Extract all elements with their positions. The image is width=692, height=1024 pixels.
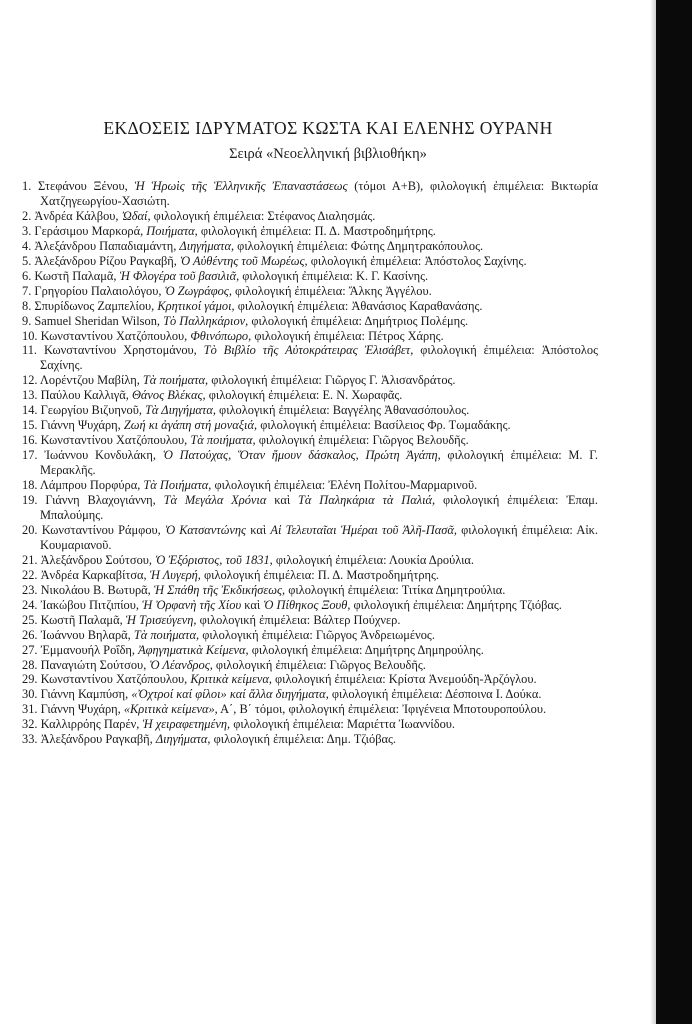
item-text: φιλολογική ἐπιμέλεια: Δημ. Τζιόβας. [210, 732, 397, 747]
list-item [22, 299, 598, 314]
item-number: 12. [22, 373, 38, 388]
item-text: Ἰωάννου Κονδυλάκη, [44, 448, 163, 463]
item-text: φιλολογική ἐπιμέλεια: Γιῶργος Ἀνδρειωμένος. [199, 627, 435, 642]
list-item [22, 583, 598, 598]
item-text: φιλολογική ἐπιμέλεια: Στέφανος Διαλησμάς. [150, 208, 376, 223]
item-text: φιλολογική ἐπιμέλεια: Λουκία Δρούλια. [272, 552, 474, 567]
work-title: Ὁ Αὐθέντης τοῦ Μωρέως, [179, 253, 308, 268]
work-title: Ἡ Φλογέρα τοῦ βασιλιᾶ, [119, 268, 240, 283]
item-text: Α΄, Β΄ τόμοι, φιλολογική ἐπιμέλεια: Ἰφιγένεια Μποτουροπούλου. [217, 702, 547, 717]
work-title: Θάνος Βλέκας, [131, 388, 206, 403]
item-text: Ἀλεξάνδρου Σούτσου, [40, 552, 156, 567]
item-text: Ἰακώβου Πιτζιπίου, [40, 597, 143, 612]
item-number: 21. [22, 552, 38, 567]
item-number: 2. [22, 208, 32, 223]
list-item [22, 523, 598, 553]
item-number: 15. [22, 418, 38, 433]
item-text: Ἀλεξάνδρου Παπαδιαμάντη, [34, 238, 180, 253]
item-text: φιλολογική ἐπιμέλεια: Ε. Ν. Χωραφᾶς. [205, 388, 403, 403]
item-number: 33. [22, 732, 38, 747]
work-title: Ποιήματα, [146, 223, 198, 238]
item-text: φιλολογική ἐπιμέλεια: Κρίστα Ἀνεμούδη-Ἀρζόγλου. [271, 672, 537, 687]
item-text: Κωστῆ Παλαμᾶ, [34, 268, 120, 283]
item-text: Samuel Sheridan Wilson, [34, 313, 164, 328]
work-title: Διηγήματα, [179, 238, 235, 253]
item-text: Κωστῆ Παλαμᾶ, [40, 612, 126, 627]
work-title: Ἡ Τρισεύγενη, [125, 612, 197, 627]
item-text: φιλολογική ἐπιμέλεια: Βασίλειος Φρ. Τωμαδάκης. [257, 418, 511, 433]
item-number: 3. [22, 223, 32, 238]
list-item [22, 613, 598, 628]
list-item [22, 478, 598, 493]
item-text: Ἀλεξάνδρου Ρίζου Ραγκαβῆ, [34, 253, 180, 268]
work-title: Αἱ Τελευταῖαι Ἡμέραι τοῦ Ἀλῆ-Πασᾶ, [270, 522, 457, 537]
page-heading: ΕΚΔΟΣΕΙΣ ΙΔΡΥΜΑΤΟΣ ΚΩΣΤΑ ΚΑΙ ΕΛΕΝΗΣ ΟΥΡΑΝΗ [103, 118, 553, 138]
item-number: 22. [22, 567, 38, 582]
work-title: Ἡ Ὀρφανὴ τῆς Χίου [142, 597, 242, 612]
work-title: Ὁ Πίθηκος Ξουθ, [263, 597, 351, 612]
work-title: Ἡ Σπάθη τῆς Ἐκδικήσεως, [153, 582, 286, 597]
list-item [22, 269, 598, 284]
list-item [22, 732, 598, 747]
list-item [22, 388, 598, 403]
list-item [22, 314, 598, 329]
item-number: 26. [22, 627, 38, 642]
work-title: «Κριτικὰ κείμενα», [123, 702, 218, 717]
item-text: Λάμπρου Πορφύρα, [39, 478, 144, 493]
work-title: Τὰ ποιήματα, [133, 627, 200, 642]
work-title: Τὸ Παλληκάριον, [163, 313, 249, 328]
item-number: 18. [22, 478, 38, 493]
item-text: Ἰωάννου Βηλαρᾶ, [40, 627, 134, 642]
item-number: 5. [22, 253, 32, 268]
item-text: φιλολογική ἐπιμέλεια: Πέτρος Χάρης. [251, 328, 444, 343]
list-item [22, 329, 598, 344]
work-title: Τὰ Μεγάλα Χρόνια [163, 493, 267, 508]
item-text: φιλολογική ἐπιμέλεια: Κ. Γ. Κασίνης. [239, 268, 429, 283]
work-title: Τὰ ποιήματα, [190, 433, 256, 448]
work-title: Ἡ Ἡρωὶς τῆς Ἑλληνικῆς Ἐπαναστάσεως [134, 179, 348, 193]
item-text: καὶ [266, 493, 299, 508]
item-text: φιλολογική ἐπιμέλεια: Δημήτρης Δημηρούλης. [248, 642, 484, 657]
item-text: φιλολογική ἐπιμέλεια: Ἀπόστολος Σαχίνης. [307, 253, 527, 268]
item-text: φιλολογική ἐπιμέλεια: Δημήτριος Πολέμης. [248, 313, 469, 328]
work-title: «Ὀχτροί καί φίλοι» καί ἄλλα διηγήματα, [131, 687, 329, 702]
item-text: φιλολογική ἐπιμέλεια: Ἐλένη Πολίτου-Μαρμαρινοῦ. [211, 478, 478, 493]
item-text: Κωνσταντίνου Χρηστομάνου, [43, 343, 204, 358]
list-item [22, 568, 598, 583]
item-number: 16. [22, 433, 38, 448]
list-item [22, 209, 598, 224]
list-item [22, 284, 598, 299]
work-title: Ζωή κι ἀγάπη στή μοναξιά, [123, 418, 258, 433]
item-text: φιλολογική ἐπιμέλεια: Βαγγέλης Ἀθανασόπουλος. [215, 403, 470, 418]
item-number: 9. [22, 313, 32, 328]
item-text: Σπυρίδωνος Ζαμπελίου, [34, 298, 158, 313]
work-title: Ἡ χειραφετημένη, [142, 717, 231, 732]
item-number: 8. [22, 298, 32, 313]
item-text: Γρηγορίου Παλαιολόγου, [34, 283, 165, 298]
list-item [22, 448, 598, 478]
work-title: Κριτικὰ κείμενα, [190, 672, 272, 687]
item-text: Γιάννη Βλαχογιάννη, [45, 493, 164, 508]
item-number: 13. [22, 388, 38, 403]
item-number: 29. [22, 672, 38, 687]
list-item [22, 403, 598, 418]
work-title: Ὁ Ζωγράφος, [164, 283, 232, 298]
item-text: φιλολογική ἐπιμέλεια: Ἀθανάσιος Καραθανάσης. [234, 298, 483, 313]
item-text: φιλολογική ἐπιμέλεια: Δημήτρης Τζιόβας. [350, 597, 562, 612]
item-text: Ἀνδρέα Κάλβου, [34, 208, 122, 223]
item-text: φιλολογική ἐπιμέλεια: Δέσποινα Ι. Δούκα. [328, 687, 542, 702]
item-text: Κωνσταντίνου Χατζόπουλου, [40, 433, 191, 448]
work-title: Φθινόπωρο, [190, 328, 252, 343]
work-title: Ὁ Πατούχας, Ὅταν ἤμουν δάσκαλος, Πρώτη Ἀγάπη, [162, 448, 441, 463]
list-item [22, 687, 598, 702]
item-number: 24. [22, 597, 38, 612]
item-text: Κωνσταντίνου Χατζόπουλου, [40, 672, 191, 687]
publication-list [22, 179, 598, 747]
item-text: φιλολογική ἐπιμέλεια: Ἐπαμ. Μπαλούμης. [40, 493, 599, 522]
work-title: Ἡ Λυγερή, [149, 567, 201, 582]
work-title: Τὰ Ποιήματα, [143, 478, 212, 493]
work-title: Ὁ Λέανδρος, [149, 657, 213, 672]
item-number: 27. [22, 642, 38, 657]
item-number: 28. [22, 657, 38, 672]
series-subtitle: Σειρά «Νεοελληνική βιβλιοθήκη» [229, 146, 427, 162]
item-text: Καλλιρρόης Παρέν, [40, 717, 143, 732]
item-text: φιλολογική ἐπιμέλεια: Βάλτερ Πούχνερ. [196, 612, 401, 627]
item-text: Γιάννη Ψυχάρη, [40, 418, 124, 433]
list-item [22, 239, 598, 254]
list-item [22, 418, 598, 433]
list-item [22, 433, 598, 448]
item-text: φιλολογική ἐπιμέλεια: Ἀπόστολος Σαχίνης. [40, 343, 598, 373]
work-title: Κρητικοί γάμοι, [157, 298, 235, 313]
item-number: 4. [22, 238, 32, 253]
item-text: Κωνσταντίνου Χατζόπουλου, [40, 328, 191, 343]
item-text: Παναγιώτη Σούτσου, [40, 657, 150, 672]
item-text: φιλολογική ἐπιμέλεια: Γιῶργος Γ. Ἀλισανδράτος. [208, 373, 456, 388]
item-text: Γεράσιμου Μαρκορά, [34, 223, 147, 238]
item-number: 20. [22, 522, 38, 537]
work-title: Ὁ Ἐξόριστος, τοῦ 1831, [155, 552, 273, 567]
item-text: φιλολογική ἐπιμέλεια: Μαριέττα Ἰωαννίδου. [230, 717, 456, 732]
item-number: 23. [22, 582, 38, 597]
work-title: Τὸ Βιβλίο τῆς Αὐτοκράτειρας Ἐλισάβετ, [203, 343, 414, 358]
item-number: 10. [22, 328, 38, 343]
item-text: Νικολάου Β. Βωτυρᾶ, [40, 582, 154, 597]
work-title: Τὰ Διηγήματα, [145, 403, 216, 418]
list-item [22, 493, 598, 523]
work-title: Ὁ Κατσαντώνης [164, 522, 247, 537]
item-text: Κωνσταντίνου Ράμφου, [41, 522, 165, 537]
item-number: 30. [22, 687, 38, 702]
item-number: 7. [22, 283, 32, 298]
item-text: φιλολογική ἐπιμέλεια: Ἄλκης Ἀγγέλου. [231, 283, 432, 298]
item-text: Ἐμμανουήλ Ροΐδη, [40, 642, 139, 657]
item-text: Ἀνδρέα Καρκαβίτσα, [40, 567, 150, 582]
list-item [22, 672, 598, 687]
list-item [22, 702, 598, 717]
item-number: 11. [22, 343, 38, 358]
item-text: καὶ [246, 522, 271, 537]
item-text: φιλολογική ἐπιμέλεια: Αἰκ. Κουμαριανοῦ. [40, 522, 599, 552]
item-text: φιλολογική ἐπιμέλεια: Π. Δ. Μαστροδημήτρης. [197, 223, 436, 238]
list-item [22, 643, 598, 658]
item-text: Ἀλεξάνδρου Ραγκαβῆ, [40, 732, 156, 747]
work-title: Ἀφηγηματικὰ Κείμενα, [138, 642, 249, 657]
work-title: Διηγήματα, [155, 732, 211, 747]
item-text: καὶ [241, 597, 264, 612]
list-item [22, 254, 598, 269]
list-item [22, 658, 598, 673]
item-text: (τόμοι Α+Β), φιλολογική ἐπιμέλεια: Βικτωρία Χατζηγεωργίου-Χασιώτη. [40, 179, 598, 208]
work-title: Ὠδαί, [121, 208, 151, 223]
item-text: Γεωργίου Βιζυηνοῦ, [40, 403, 146, 418]
list-item [22, 553, 598, 568]
item-text: Στεφάνου Ξένου, [38, 179, 135, 193]
work-title: Τὰ Παληκάρια τὰ Παλιά, [298, 493, 436, 508]
work-title: Τὰ ποιήματα, [142, 373, 209, 388]
item-text: Γιάννη Ψυχάρη, [40, 702, 124, 717]
item-number: 19. [22, 493, 38, 508]
item-text: φιλολογική ἐπιμέλεια: Φώτης Δημητρακόπουλος. [234, 238, 484, 253]
item-number: 25. [22, 612, 38, 627]
list-item [22, 179, 598, 209]
scan-black-border [656, 0, 692, 1024]
item-number: 32. [22, 717, 38, 732]
item-text: Γιάννη Καμπύση, [40, 687, 132, 702]
list-item [22, 224, 598, 239]
item-number: 17. [22, 448, 38, 463]
item-text: Λορέντζου Μαβίλη, [39, 373, 143, 388]
list-item [22, 717, 598, 732]
item-text: φιλολογική ἐπιμέλεια: Π. Δ. Μαστροδημήτρης. [200, 567, 440, 582]
item-text: φιλολογική ἐπιμέλεια: Γιῶργος Βελουδῆς. [255, 433, 469, 448]
list-item [22, 373, 598, 388]
item-text: φιλολογική ἐπιμέλεια: Τιτίκα Δημητρούλια. [285, 582, 506, 597]
item-text: Παύλου Καλλιγᾶ, [40, 388, 132, 403]
item-number: 6. [22, 268, 32, 283]
item-text: φιλολογική ἐπιμέλεια: Γιῶργος Βελουδῆς. [212, 657, 426, 672]
item-text: φιλολογική ἐπιμέλεια: Μ. Γ. Μερακλῆς. [40, 448, 598, 478]
list-item [22, 628, 598, 643]
item-number: 14. [22, 403, 38, 418]
list-item [22, 343, 598, 373]
item-number: 1. [22, 179, 32, 193]
list-item [22, 598, 598, 613]
item-number: 31. [22, 702, 38, 717]
